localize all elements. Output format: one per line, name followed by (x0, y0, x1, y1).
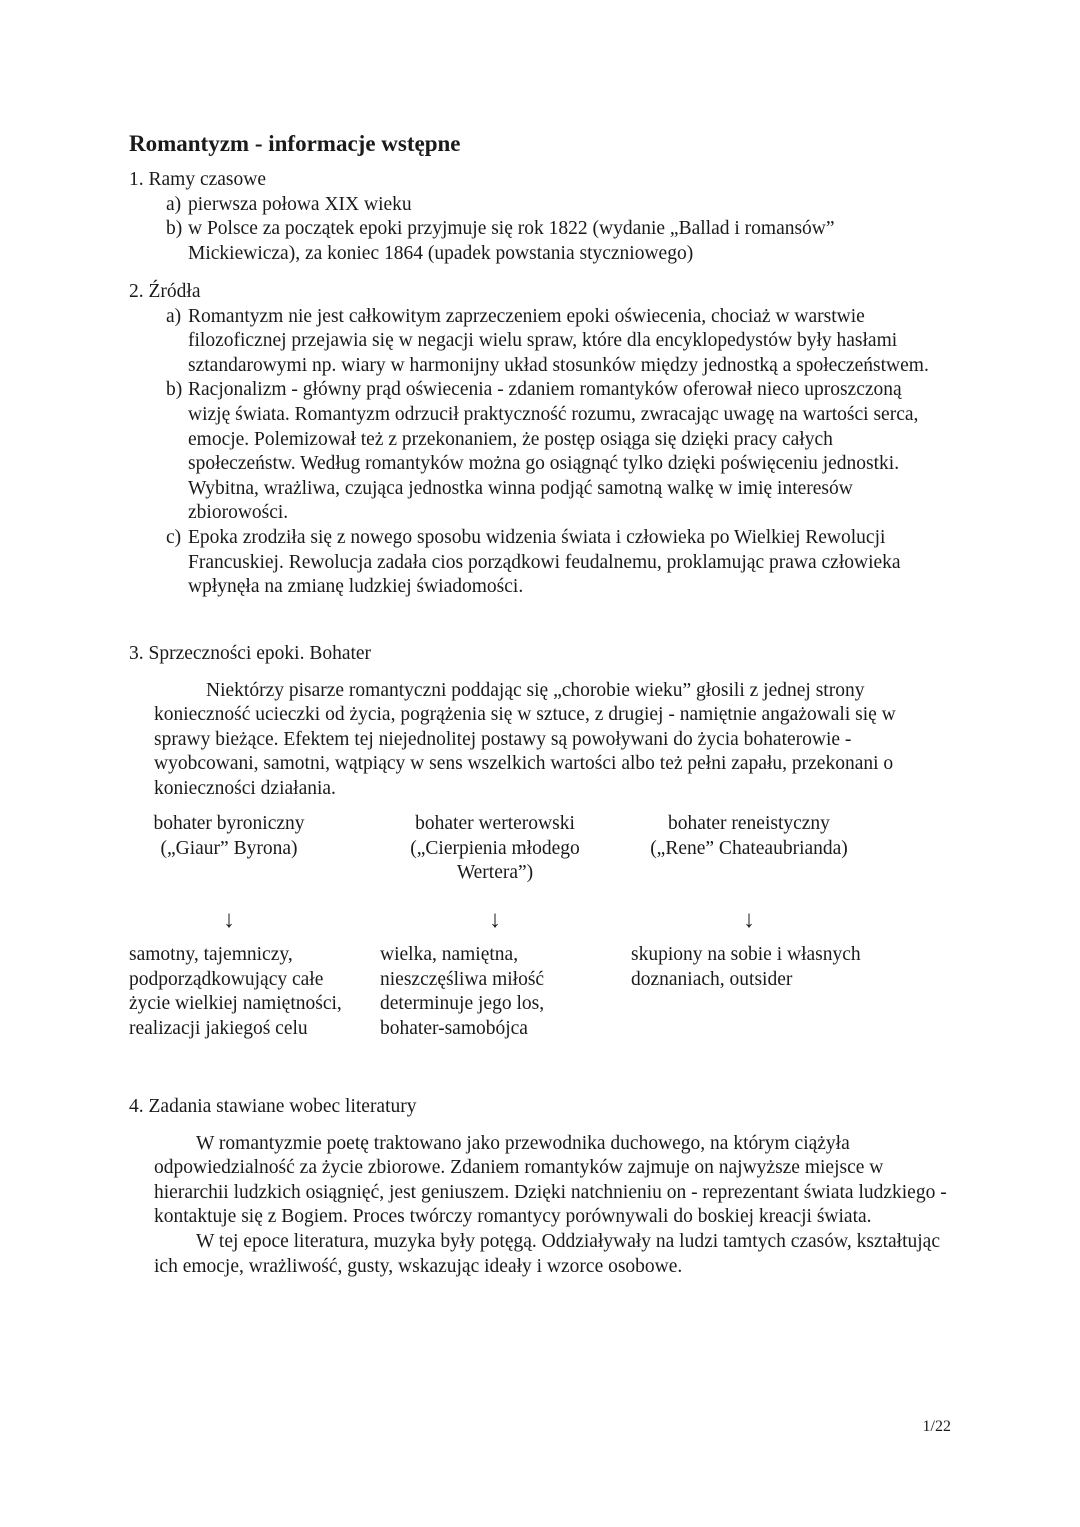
list-item-text: Romantyzm nie jest całkowitym zaprzeczeniem epoki oświecenia, chociaż w warstwie filozoficznej przejawia się w negacji wielu spraw, które dla encyklopedystów były hasłami sztandarowymi np. wiary w harmonijny układ stosunków między jednostką a społeczeństwem. (188, 305, 929, 376)
section-sources (129, 280, 959, 600)
arrow-down-icon: ↓ (743, 907, 755, 933)
hero-work: („Rene” Chateaubrianda) (650, 837, 848, 859)
list-marker: b) (166, 218, 183, 240)
hero-work: („Cierpienia młodego Wertera”) (410, 837, 580, 884)
section-time-frame (129, 168, 959, 266)
hero-byronic (109, 812, 349, 1039)
hero-work: („Giaur” Byrona) (160, 837, 298, 859)
list-item (129, 193, 959, 218)
section-literature-tasks (129, 1095, 959, 1279)
list-item (129, 526, 928, 600)
hero-name: bohater reneistyczny (668, 813, 830, 834)
page-number: 1/22 (922, 1418, 951, 1435)
hero-description: skupiony na sobie i własnych doznaniach, outsider (631, 944, 861, 990)
hero-description: samotny, tajemniczy, podporządkowujący całe życie wielkiej namiętności, realizacji jakiegoś celu (129, 944, 342, 1039)
list-marker: a) (166, 305, 182, 327)
section-heading: 1. Ramy czasowe (129, 169, 266, 190)
list-item (129, 217, 908, 266)
list-marker: b) (166, 379, 183, 401)
list-item-text: Racjonalizm - główny prąd oświecenia - zdaniem romantyków oferował nieco uproszczoną wizję świata. Romantyzm odrzucił praktyczność rozumu, zwracając uwagę na wartości serca, emocje. Polemizował też z przekonaniem, że postęp osiąga się dzięki pracy całych społeczeństw. Według romantyków można go osiągnąć tylko dzięki poświęceniu jednostki. Wybitna, wrażliwa, czująca jednostka winna podjąć samotną walkę w imię interesów zbiorowości. (188, 379, 919, 524)
hero-description: wielka, namiętna, nieszczęśliwa miłość determinuje jego los, bohater-samobójca (380, 944, 545, 1039)
list-marker: a) (166, 193, 182, 215)
arrow-down-icon: ↓ (223, 907, 235, 933)
list-item-text: pierwsza połowa XIX wieku (188, 193, 412, 215)
list-item-text: w Polsce za początek epoki przyjmuje się rok 1822 (wydanie „Ballad i romansów” Mickiewicza), za koniec 1864 (upadek powstania styczniowego) (188, 218, 835, 264)
hero-types (129, 812, 889, 1052)
hero-werther (375, 812, 615, 1039)
arrow-down-icon: ↓ (489, 907, 501, 933)
section-hero (129, 642, 959, 802)
paragraph: W romantyzmie poetę traktowano jako przewodnika duchowego, na którym ciążyła odpowiedzialność za życie zbiorowe. Zdaniem romantyków zajmuje on najwyższe miejsce w hierarchii ludzkich osiągnięć, jest geniuszem. Dzięki natchnieniu on - reprezentant świata ludzkiego - kontaktuje się z Bogiem. Proces twórczy romantycy porównywali do boskiej kreacji świata. (154, 1132, 947, 1228)
hero-rene (629, 812, 869, 990)
section-heading: 2. Źródła (129, 281, 201, 302)
hero-name: bohater byroniczny (153, 813, 305, 834)
list-marker: c) (166, 526, 182, 548)
hero-name: bohater werterowski (415, 813, 575, 834)
section-heading: 4. Zadania stawiane wobec literatury (129, 1096, 417, 1117)
section-heading: 3. Sprzeczności epoki. Bohater (129, 643, 372, 664)
paragraph: Niektórzy pisarze romantyczni poddając się „chorobie wieku” głosili z jednej strony konieczność ucieczki od życia, pogrążenia się w sztuce, z drugiej - namiętnie angażowali się w sprawy bieżące. Efektem tej niejednolitej postawy są powoływani do życia bohaterowie - wyobcowani, samotni, wątpiący w sens wszelkich wartości albo też pełni zapału, przekonani o konieczności działania. (154, 679, 896, 799)
list-item (129, 378, 943, 526)
paragraph: W tej epoce literatura, muzyka były potęgą. Oddziaływały na ludzi tamtych czasów, kształtując ich emocje, wrażliwość, gusty, wskazując ideały i wzorce osobowe. (154, 1230, 940, 1277)
list-item (129, 305, 943, 379)
list-item-text: Epoka zrodziła się z nowego sposobu widzenia świata i człowieka po Wielkiej Rewolucji Francuskiej. Rewolucja zadała cios porządkowi feudalnemu, proklamując prawa człowieka wpłynęła na zmianę ludzkiej świadomości. (188, 526, 901, 598)
page-title: Romantyzm - informacje wstępne (129, 131, 461, 156)
